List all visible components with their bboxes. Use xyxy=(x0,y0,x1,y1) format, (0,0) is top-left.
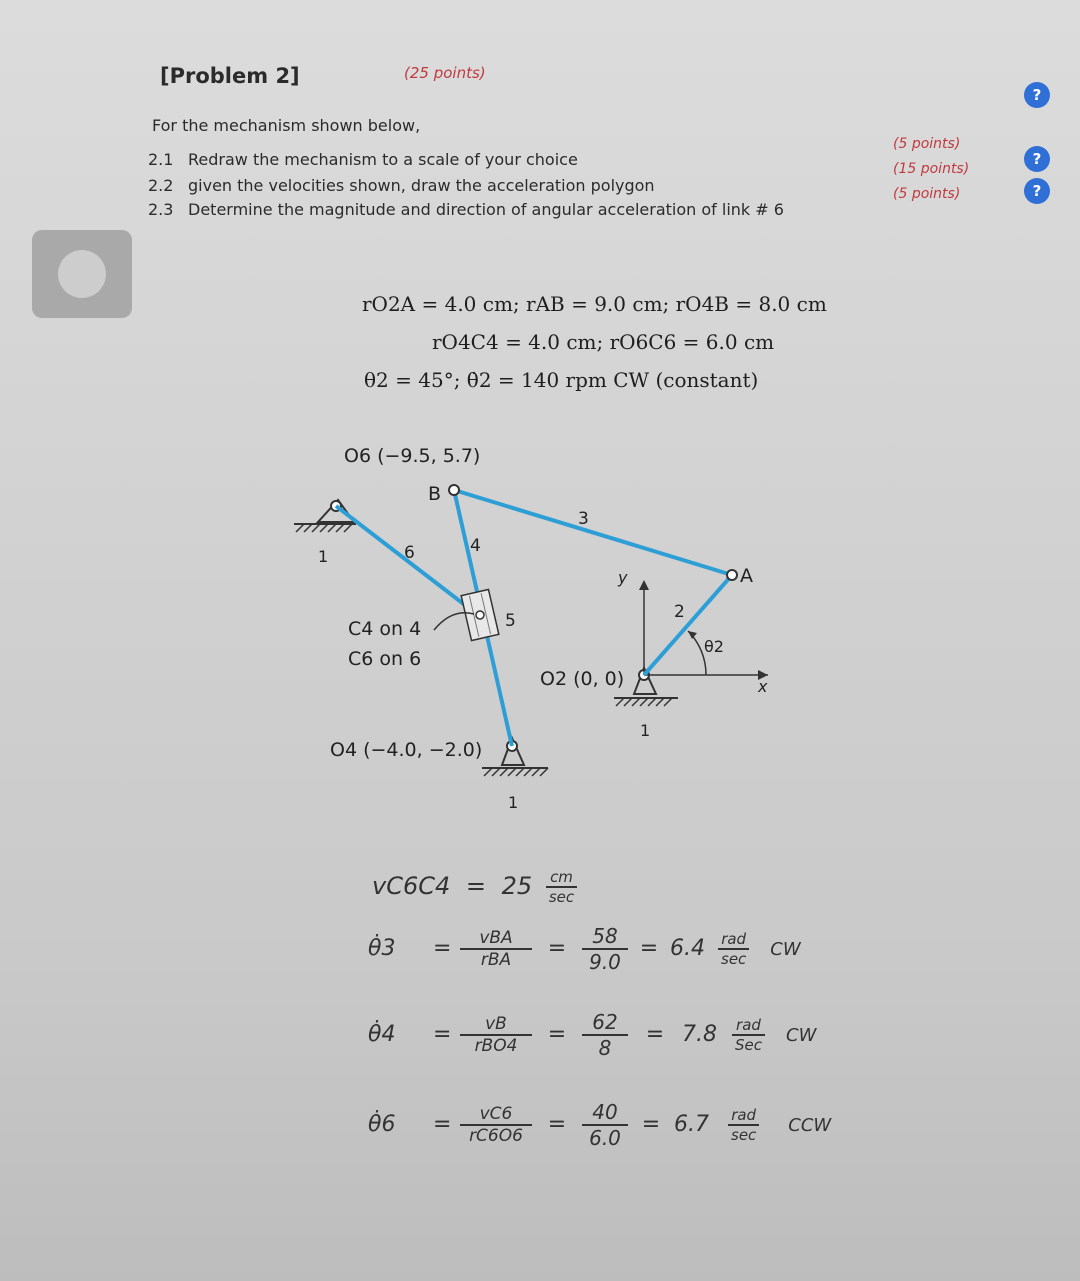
vc-unit-den: sec xyxy=(548,888,575,906)
vc-lhs: vC6C4 xyxy=(372,872,451,900)
omega4-fraction-2 xyxy=(582,1010,628,1060)
unit-num: rad xyxy=(718,930,749,950)
omega4-equation xyxy=(368,1010,816,1060)
omega6-lhs: θ̇6 xyxy=(368,1112,396,1137)
task-2-3-points: (5 points) xyxy=(893,186,961,202)
link-label-4: 4 xyxy=(470,536,481,556)
omega3-lhs: θ̇3 xyxy=(368,936,396,961)
link-label-2: 2 xyxy=(674,602,685,622)
vc-equation xyxy=(372,868,577,906)
omega3-unit xyxy=(718,930,749,968)
link-label-3: 3 xyxy=(578,509,589,529)
omega6-direction: CCW xyxy=(788,1115,832,1136)
unit-num: rad xyxy=(732,1016,765,1036)
task-number: 2.1 xyxy=(148,150,174,169)
link-2 xyxy=(644,575,732,675)
given-line-3: θ2 = 45°; θ̇2 = 140 rpm CW (constant) xyxy=(364,368,759,392)
help-icon[interactable]: ? xyxy=(1024,82,1050,108)
o4-label: O4 (−4.0, −2.0) xyxy=(330,739,483,761)
omega3-equation xyxy=(368,924,801,974)
unit-num: rad xyxy=(728,1106,759,1126)
vc-unit-num: cm xyxy=(546,868,577,888)
task-2-2-points: (15 points) xyxy=(893,161,970,177)
frac-den: rBA xyxy=(480,950,512,970)
frac-den: 8 xyxy=(598,1036,612,1060)
c6-label: C6 on 6 xyxy=(348,648,422,670)
omega4-unit xyxy=(732,1016,765,1054)
omega3-direction: CW xyxy=(770,939,801,960)
theta-label: θ2 xyxy=(704,637,724,656)
vc-value: 25 xyxy=(501,872,533,900)
task-text: given the velocities shown, draw the acceleration polygon xyxy=(188,176,655,195)
omega4-lhs: θ̇4 xyxy=(368,1022,396,1047)
task-number: 2.2 xyxy=(148,176,174,195)
eq: = xyxy=(641,1112,661,1137)
omega6-unit xyxy=(728,1106,759,1144)
unit-den: sec xyxy=(731,1126,757,1144)
ground-o4 xyxy=(482,738,548,776)
omega6-equation xyxy=(368,1100,831,1150)
y-label: y xyxy=(618,568,628,587)
unit-den: Sec xyxy=(735,1036,762,1054)
link-label-ground-o2: 1 xyxy=(640,721,651,740)
intro-text: For the mechanism shown below, xyxy=(152,116,421,135)
link-label-1: 1 xyxy=(318,547,329,566)
frac-num: vBA xyxy=(460,928,532,950)
slider-block-5 xyxy=(461,589,499,640)
problem-title: [Problem 2] xyxy=(160,64,300,88)
frac-num: 62 xyxy=(582,1010,628,1036)
task-text: Determine the magnitude and direction of angular acceleration of link # 6 xyxy=(188,200,784,219)
eq: = xyxy=(547,936,567,961)
frac-den: rC6O6 xyxy=(469,1126,523,1146)
omega6-fraction-2 xyxy=(582,1100,628,1150)
link-3 xyxy=(454,490,732,575)
eq: = xyxy=(433,936,452,961)
eq: = xyxy=(433,1022,452,1047)
task-2-1-points: (5 points) xyxy=(893,136,961,152)
task-text: Redraw the mechanism to a scale of your choice xyxy=(188,150,578,169)
task-number: 2.3 xyxy=(148,200,174,219)
o2-label: O2 (0, 0) xyxy=(540,668,625,690)
omega6-fraction-1 xyxy=(460,1104,532,1146)
frac-num: vC6 xyxy=(460,1104,532,1126)
omega4-direction: CW xyxy=(786,1025,817,1046)
frac-num: 40 xyxy=(582,1100,628,1126)
problem-points: (25 points) xyxy=(404,64,486,82)
omega3-fraction-1 xyxy=(460,928,532,970)
frac-den: rBO4 xyxy=(474,1036,518,1056)
vc-eq: = xyxy=(465,872,487,900)
eq: = xyxy=(645,1022,665,1047)
help-icon[interactable]: ? xyxy=(1024,146,1050,172)
given-line-1: rO2A = 4.0 cm; rAB = 9.0 cm; rO4B = 8.0 cm xyxy=(362,292,827,316)
frac-num: 58 xyxy=(582,924,628,950)
frac-num: vB xyxy=(460,1014,532,1036)
link-label-ground-o4: 1 xyxy=(508,793,519,812)
eq: = xyxy=(639,936,659,961)
link-label-6: 6 xyxy=(404,543,415,563)
eq: = xyxy=(547,1022,567,1047)
link-label-5: 5 xyxy=(505,611,516,631)
help-icon[interactable]: ? xyxy=(1024,178,1050,204)
omega3-value: 6.4 xyxy=(670,936,705,961)
a-label: A xyxy=(740,565,753,587)
given-line-2: rO4C4 = 4.0 cm; rO6C6 = 6.0 cm xyxy=(432,330,775,354)
o6-label: O6 (−9.5, 5.7) xyxy=(344,445,481,467)
omega3-fraction-2 xyxy=(582,924,628,974)
frac-den: 6.0 xyxy=(589,1126,621,1150)
vc-unit xyxy=(546,868,577,906)
eq: = xyxy=(547,1112,567,1137)
frac-den: 9.0 xyxy=(589,950,621,974)
x-label: x xyxy=(758,677,768,696)
omega6-value: 6.7 xyxy=(674,1112,709,1137)
omega4-fraction-1 xyxy=(460,1014,532,1056)
unit-den: sec xyxy=(721,950,747,968)
joint-a xyxy=(727,570,737,580)
omega4-value: 7.8 xyxy=(682,1022,717,1047)
b-label: B xyxy=(428,483,442,505)
joint-b xyxy=(449,485,459,495)
eq: = xyxy=(433,1112,452,1137)
c4-label: C4 on 4 xyxy=(348,618,422,640)
